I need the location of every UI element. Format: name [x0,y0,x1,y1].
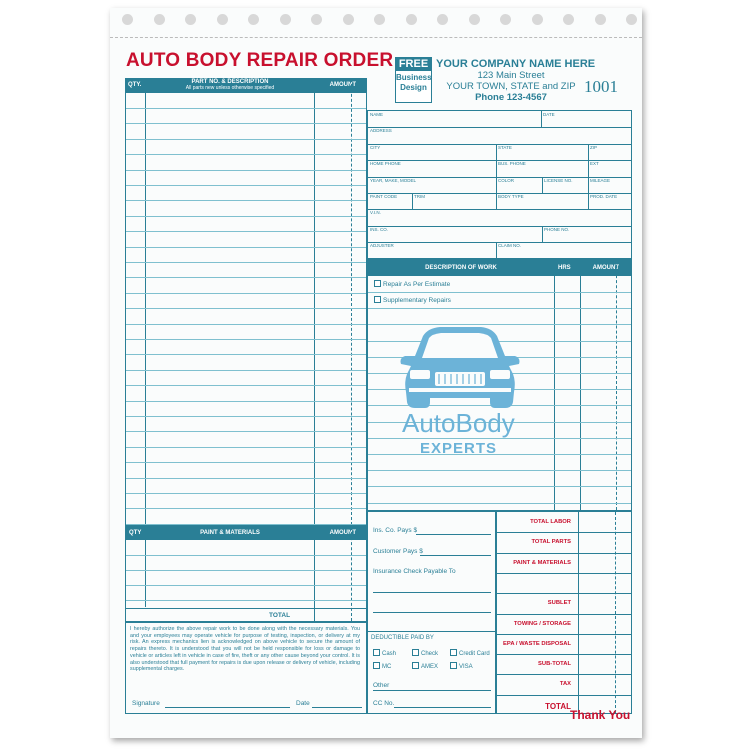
totals-row-line [497,553,631,554]
parts-row-line [126,154,366,155]
method-mc[interactable] [373,662,391,670]
punch-hole [122,14,133,25]
parts-col-qty: QTY. [128,82,142,88]
check-checkbox[interactable] [412,649,419,656]
totals-row-line [497,695,631,696]
customer-row-line [368,127,631,128]
customer-cell-divider [412,193,413,209]
work-table-header [368,260,631,276]
punch-hole [280,14,291,25]
ins-check-label: Insurance Check Payable To [373,568,456,575]
punch-hole [311,14,322,25]
totals-label: TOTAL LABOR [530,519,571,525]
company-name: YOUR COMPANY NAME HERE [436,58,596,70]
parts-qty-divider [145,79,146,525]
field-date[interactable]: DATE [543,112,555,117]
paint-amount-divider [314,527,315,621]
paint-row-line [126,585,366,586]
parts-amount-divider [314,79,315,525]
parts-cents-divider [351,79,352,525]
mc-checkbox[interactable] [373,662,380,669]
totals-label: TOTAL [545,701,571,711]
customer-info-grid [367,110,632,259]
parts-row-line [126,524,366,525]
totals-label: TOWING / STORAGE [513,620,571,627]
field-trim[interactable]: TRIM [414,194,425,199]
field-license-no[interactable]: LICENSE NO. [544,177,573,183]
field-claim-no[interactable]: CLAIM NO. [498,243,522,249]
work-option-estimate[interactable] [374,280,450,288]
work-col-hrs: HRS [558,265,571,271]
totals-row-line [497,532,631,533]
punch-hole [595,14,606,25]
parts-row-line [126,462,366,463]
free-label: FREE [396,58,431,71]
totals-label: TAX [559,681,571,688]
parts-row-line [126,231,366,232]
field-ins-co[interactable]: INS. CO. [370,226,389,232]
customer-row-line [368,209,631,210]
date-label: Date [296,700,310,707]
customer-cell-divider [496,193,497,209]
form-title: AUTO BODY REPAIR ORDER [126,50,394,71]
mc-label: MC [382,664,392,670]
parts-row-line [126,247,366,248]
field-year-make-model[interactable]: YEAR, MAKE, MODEL [370,177,417,183]
field-body-type[interactable]: BODY TYPE [498,194,524,199]
method-cash[interactable] [373,649,396,657]
punch-hole [185,14,196,25]
cc-no-line[interactable] [394,707,491,708]
order-number: 1001 [584,77,618,96]
work-amount-divider [580,260,581,510]
ins-check-line-2[interactable] [373,612,491,613]
parts-row-line [126,354,366,355]
paint-cents-divider [351,527,352,621]
paint-total-line [126,608,366,609]
car-logo-icon [395,326,525,412]
totals-divider [578,512,579,713]
paint-table-header [126,527,366,540]
field-phone-no[interactable]: PHONE NO. [544,226,570,232]
work-hrs-divider [554,260,555,510]
method-credit-card[interactable] [450,649,490,657]
supplementary-label: Supplementary Repairs [383,297,451,304]
date-line[interactable] [312,707,362,708]
punch-hole [406,14,417,25]
work-cents-divider [616,260,617,510]
parts-row-line [126,385,366,386]
other-label: Other [373,682,390,689]
field-paint-code[interactable]: PAINT CODE [370,194,398,199]
work-row-line [368,308,631,309]
punch-hole [437,14,448,25]
paint-col-qty: QTY [129,530,142,536]
parts-row-line [126,139,366,140]
signature-label: Signature [132,700,160,707]
field-state[interactable]: STATE [498,144,512,150]
logo-experts-text: EXPERTS [420,440,498,457]
work-row-line [368,486,631,487]
business-design-label: Business Design [396,73,432,92]
logo-autobody-text: AutoBody [402,408,515,438]
totals-row-line [497,573,631,574]
field-adjuster[interactable]: ADJUSTER [370,243,394,249]
parts-row-line [126,339,366,340]
field-mileage[interactable]: MILEAGE [590,177,611,183]
customer-cell-divider [496,177,497,193]
parts-row-line [126,324,366,325]
customer-cell-divider [588,144,589,160]
totals-label: EPA / WASTE DISPOSAL [503,640,571,647]
paint-row-line [126,555,366,556]
parts-row-line [126,216,366,217]
parts-row-line [126,200,366,201]
parts-row-line [126,493,366,494]
customer-cell-divider [542,226,543,242]
punch-hole [469,14,480,25]
totals-label: PAINT & MATERIALS [513,559,571,566]
customer-cell-divider [588,160,589,176]
punch-holes [110,14,642,28]
supplementary-checkbox[interactable] [374,296,381,303]
totals-label: SUBLET [547,600,571,607]
customer-cell-divider [588,193,589,209]
punch-hole [500,14,511,25]
free-design-badge [395,57,432,103]
other-line[interactable] [373,690,491,691]
parts-row-line [126,277,366,278]
visa-checkbox[interactable] [450,662,457,669]
work-row-line [368,470,631,471]
field-zip[interactable]: ZIP [590,144,598,150]
punch-hole [626,14,637,25]
parts-col-desc: PART NO. & DESCRIPTION [191,79,269,85]
field-prod-date[interactable]: PROD. DATE [590,194,618,199]
paint-row-line [126,600,366,601]
field-bus-phone[interactable]: BUS. PHONE [498,161,526,167]
punch-hole [563,14,574,25]
parts-row-line [126,293,366,294]
method-visa[interactable] [450,662,473,670]
work-option-supplementary[interactable] [374,296,451,304]
field-city[interactable]: CITY [370,144,381,150]
punch-hole [374,14,385,25]
punch-hole [248,14,259,25]
estimate-checkbox[interactable] [374,280,381,287]
thank-you-text: Thank You [570,708,631,722]
totals-row-line [497,634,631,635]
customer-cell-divider [496,144,497,160]
customer-pays-label: Customer Pays $ [373,548,423,555]
company-info [436,58,596,103]
payment-box [367,511,496,714]
ins-pays-line[interactable] [416,534,491,535]
customer-cell-divider [496,242,497,258]
credit-card-label: Credit Card [459,651,490,657]
totals-label: TOTAL PARTS [531,539,571,546]
totals-label: SUB-TOTAL [538,661,571,668]
totals-cents-divider [615,512,616,713]
customer-pays-line[interactable] [420,555,491,556]
ins-pays-label: Ins. Co. Pays $ [373,527,418,534]
punch-hole [217,14,228,25]
work-row-line [368,454,631,455]
repair-order-form [110,8,642,738]
method-check[interactable] [412,649,438,657]
parts-row-line [126,123,366,124]
punch-hole [532,14,543,25]
parts-row-line [126,447,366,448]
payment-divider [368,631,495,632]
company-street: 123 Main Street [477,70,545,81]
visa-label: VISA [459,664,473,670]
field-name[interactable]: NAME [370,112,384,117]
parts-row-line [126,308,366,309]
parts-row-line [126,401,366,402]
parts-row-line [126,185,366,186]
work-row-line [368,503,631,504]
punch-hole [343,14,354,25]
parts-row-line [126,370,366,371]
totals-row-line [497,674,631,675]
parts-row-line [126,478,366,479]
customer-cell-divider [541,111,542,127]
amex-checkbox[interactable] [412,662,419,669]
field-home-phone[interactable]: HOME PHONE [370,161,401,167]
work-col-desc: DESCRIPTION OF WORK [425,265,497,271]
totals-row-line [497,654,631,655]
paint-col-desc: PAINT & MATERIALS [200,530,260,536]
credit-card-checkbox[interactable] [450,649,457,656]
field-address[interactable]: ADDRESS [370,128,392,134]
customer-row-line [368,226,631,227]
method-amex[interactable] [412,662,438,670]
paint-qty-divider [145,527,146,607]
totals-row-line [497,593,631,594]
company-city: YOUR TOWN, STATE and ZIP [446,81,576,92]
customer-cell-divider [542,177,543,193]
signature-line[interactable] [165,707,290,708]
field-ext[interactable]: EXT [590,161,599,167]
parts-row-line [126,431,366,432]
work-row-line [368,292,631,293]
totals-box [496,511,632,714]
parts-table-header [126,79,366,93]
punch-hole [154,14,165,25]
paint-row-line [126,570,366,571]
perforation-line [110,37,642,38]
paint-total-label: TOTAL [269,612,291,619]
parts-row-line [126,416,366,417]
work-col-amount: AMOUNT [592,265,619,271]
customer-cell-divider [496,160,497,176]
paint-table [125,526,367,622]
parts-row-line [126,108,366,109]
parts-col-desc-sub: All parts new unless otherwise specified [185,85,275,91]
cc-no-label: CC No. [373,700,395,707]
authorization-text: I hereby authorize the above repair work to be done along with the necessary materials. You and your employees may operate vehicle for purpose of testing, inspection, or delivery at my risk. An express mechanics lien is acknowledged on above vehicle to secure the amount of repairs thereto. It is understood that you will not be held responsible for loss or damage to vehicle or articles left in vehicle in case of fire, theft or any other cause beyond your control. It is also understood that full payment for repairs is due upon release or delivery of vehicle, including supplemental charges. [130,626,360,673]
parts-table [125,78,367,526]
parts-row-line [126,262,366,263]
deductible-label: DEDUCTIBLE PAID BY [371,635,434,641]
parts-col-amount: AMOUNT [329,82,356,88]
customer-cell-divider [588,177,589,193]
paint-col-amount: AMOUNT [329,530,356,536]
field-vin[interactable]: V.I.N. [370,210,381,216]
company-phone: Phone 123-4567 [475,92,547,103]
cash-label: Cash [382,651,397,657]
parts-row-line [126,508,366,509]
ins-check-line-1[interactable] [373,592,491,593]
parts-row-line [126,170,366,171]
estimate-label: Repair As Per Estimate [383,281,451,288]
amex-label: AMEX [421,664,439,670]
totals-row-line [497,614,631,615]
field-color[interactable]: COLOR [498,177,515,183]
cash-checkbox[interactable] [373,649,380,656]
check-label: Check [421,651,439,657]
